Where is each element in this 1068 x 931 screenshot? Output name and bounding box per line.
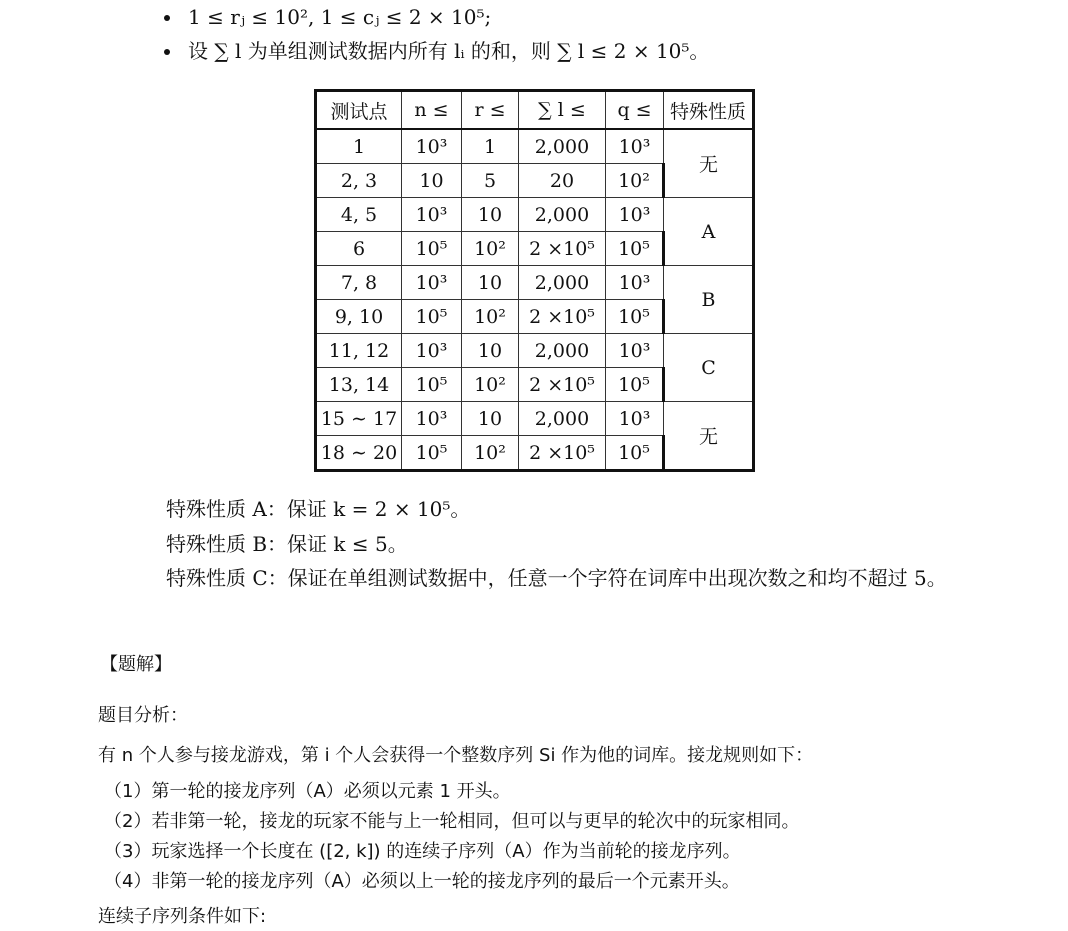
- cell-r: 10: [462, 266, 519, 300]
- header-q: q ≤: [606, 91, 664, 130]
- cell-n: 10³: [402, 129, 462, 164]
- cell-n: 10³: [402, 266, 462, 300]
- cell-q: 10²: [606, 164, 664, 198]
- table-row: [316, 129, 754, 164]
- rule-item: （4）非第一轮的接龙序列（A）必须以上一轮的接龙序列的最后一个元素开头。: [104, 871, 740, 892]
- cell-q: 10³: [606, 334, 664, 368]
- test-data-table: [314, 89, 755, 472]
- intro-paragraph: 有 n 个人参与接龙游戏，第 i 个人会获得一个整数序列 Si 作为他的词库。接龙规则如下：: [98, 745, 814, 766]
- cell-q: 10³: [606, 129, 664, 164]
- rule-item: （2）若非第一轮，接龙的玩家不能与上一轮相同，但可以与更早的轮次中的玩家相同。: [104, 811, 800, 832]
- cell-n: 10³: [402, 402, 462, 436]
- cell-r: 10²: [462, 232, 519, 266]
- cell-testcase: 4, 5: [316, 198, 402, 232]
- cell-n: 10³: [402, 198, 462, 232]
- rule-item: （1）第一轮的接龙序列（A）必须以元素 1 开头。: [104, 781, 511, 802]
- cell-sum-l: 2,000: [519, 402, 606, 436]
- header-n: n ≤: [402, 91, 462, 130]
- cell-sum-l: 2,000: [519, 334, 606, 368]
- cell-sum-l: 2 ×10⁵: [519, 232, 606, 266]
- cell-q: 10³: [606, 198, 664, 232]
- cell-sum-l: 2 ×10⁵: [519, 436, 606, 471]
- header-testcase: 测试点: [316, 91, 402, 130]
- cell-testcase: 1: [316, 129, 402, 164]
- special-property-b: 特殊性质 B：保证 k ≤ 5。: [166, 532, 408, 556]
- cell-q: 10³: [606, 402, 664, 436]
- header-r: r ≤: [462, 91, 519, 130]
- cell-property: 无: [664, 402, 754, 471]
- cell-sum-l: 2,000: [519, 129, 606, 164]
- bullet-dot-icon: [164, 49, 170, 55]
- special-property-c: 特殊性质 C：保证在单组测试数据中，任意一个字符在词库中出现次数之和均不超过 5。: [166, 566, 947, 590]
- cell-testcase: 11, 12: [316, 334, 402, 368]
- cell-testcase: 18 ∼ 20: [316, 436, 402, 471]
- cell-testcase: 2, 3: [316, 164, 402, 198]
- cell-testcase: 7, 8: [316, 266, 402, 300]
- table-header-row: [316, 91, 754, 130]
- cell-r: 10: [462, 402, 519, 436]
- constraint-item: [160, 34, 1040, 68]
- cell-r: 10²: [462, 436, 519, 471]
- cell-q: 10³: [606, 266, 664, 300]
- header-sum-l: ∑ l ≤: [519, 91, 606, 130]
- cell-n: 10⁵: [402, 232, 462, 266]
- cell-property: A: [664, 198, 754, 266]
- cell-r: 10²: [462, 300, 519, 334]
- cell-n: 10⁵: [402, 436, 462, 471]
- cell-sum-l: 2 ×10⁵: [519, 300, 606, 334]
- rule-item: （3）玩家选择一个长度在 ([2, k]) 的连续子序列（A）作为当前轮的接龙序列。: [104, 841, 741, 862]
- special-property-a: 特殊性质 A：保证 k = 2 × 10⁵。: [166, 497, 471, 521]
- cell-sum-l: 2,000: [519, 266, 606, 300]
- constraint-text: 1 ≤ rⱼ ≤ 10², 1 ≤ cⱼ ≤ 2 × 10⁵;: [188, 5, 492, 29]
- cell-testcase: 6: [316, 232, 402, 266]
- cell-q: 10⁵: [606, 368, 664, 402]
- cell-property: 无: [664, 129, 754, 198]
- cell-r: 10: [462, 334, 519, 368]
- analysis-title: 题目分析：: [98, 705, 188, 726]
- cell-r: 10²: [462, 368, 519, 402]
- header-property: 特殊性质: [664, 91, 754, 130]
- cell-q: 10⁵: [606, 232, 664, 266]
- cell-n: 10⁵: [402, 368, 462, 402]
- cell-property: B: [664, 266, 754, 334]
- cell-testcase: 15 ∼ 17: [316, 402, 402, 436]
- table-row: [316, 402, 754, 436]
- cell-n: 10⁵: [402, 300, 462, 334]
- cell-sum-l: 2 ×10⁵: [519, 368, 606, 402]
- table-row: [316, 334, 754, 368]
- constraint-item: [160, 0, 1040, 34]
- subsequence-title: 连续子序列条件如下:: [98, 906, 267, 927]
- constraint-text-part1: 设 ∑ l: [188, 39, 248, 63]
- table-row: [316, 266, 754, 300]
- cell-r: 5: [462, 164, 519, 198]
- cell-testcase: 13, 14: [316, 368, 402, 402]
- constraint-highlight: 为单组测试数据内: [247, 39, 408, 63]
- cell-property: C: [664, 334, 754, 402]
- constraint-text-part2: 所有 lᵢ 的和，则 ∑ l ≤ 2 × 10⁵。: [407, 39, 710, 63]
- cell-sum-l: 2,000: [519, 198, 606, 232]
- table-row: [316, 198, 754, 232]
- cell-n: 10: [402, 164, 462, 198]
- constraint-list: [160, 0, 1040, 68]
- cell-sum-l: 20: [519, 164, 606, 198]
- cell-r: 1: [462, 129, 519, 164]
- cell-q: 10⁵: [606, 436, 664, 471]
- bullet-dot-icon: [164, 15, 170, 21]
- cell-n: 10³: [402, 334, 462, 368]
- solution-heading: 【题解】: [100, 654, 172, 675]
- cell-testcase: 9, 10: [316, 300, 402, 334]
- cell-r: 10: [462, 198, 519, 232]
- cell-q: 10⁵: [606, 300, 664, 334]
